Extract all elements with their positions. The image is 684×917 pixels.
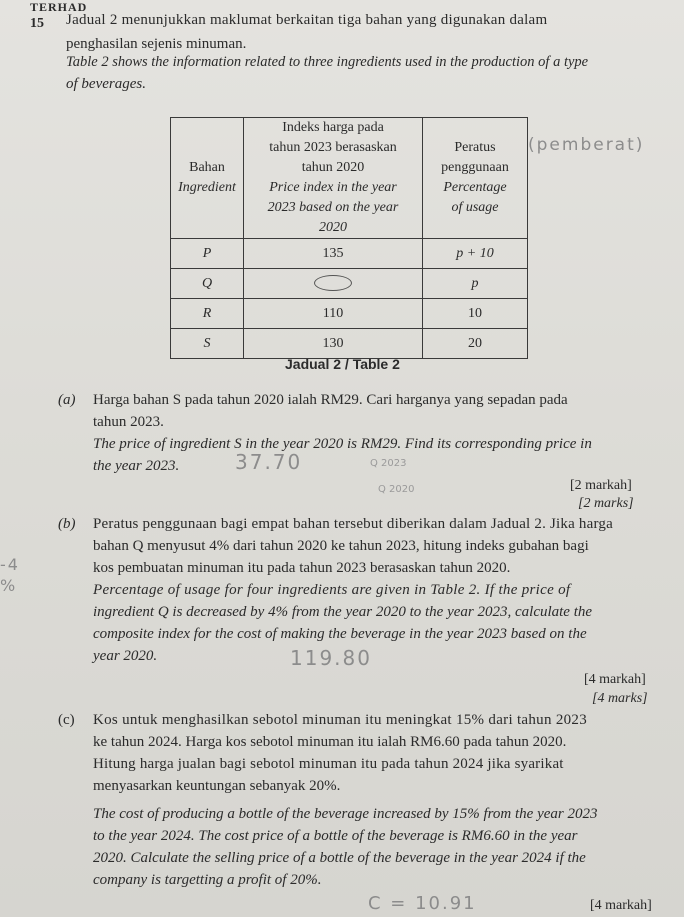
table-row <box>171 299 528 329</box>
restricted-header: TERHAD <box>30 0 88 14</box>
header-index-ms-3: tahun 2020 <box>301 160 365 175</box>
part-b-marks-malay: [4 markah] <box>584 672 646 687</box>
table-header-row <box>171 118 528 239</box>
part-c-malay-line-1: Kos untuk menghasilkan sebotol minuman itu meningkat 15% dari tahun 2023 <box>93 712 588 728</box>
cell-index: 130 <box>244 329 423 359</box>
part-b-handwritten-answer: 119.80 <box>290 646 372 670</box>
table-row <box>171 239 528 269</box>
part-b-malay-line-3: kos pembuatan minuman itu pada tahun 2023 berasaskan tahun 2020. <box>93 560 511 576</box>
part-a-malay-line-2: tahun 2023. <box>93 414 164 430</box>
table-row <box>171 269 528 299</box>
header-ingredient <box>171 118 244 239</box>
part-b-malay-line-2: bahan Q menyusut 4% dari tahun 2020 ke tahun 2023, hitung indeks gubahan bagi <box>93 538 589 554</box>
intro-english-line-1: Table 2 shows the information related to three ingredients used in the production of a type <box>66 54 589 70</box>
part-a-label: (a) <box>58 392 76 408</box>
part-a-handwritten-q2020: Q 2020 <box>378 484 415 495</box>
part-a-handwritten-answer: 37.70 <box>235 450 303 474</box>
part-c-marks-malay: [4 markah] <box>590 898 652 913</box>
part-a-malay-line-1: Harga bahan S pada tahun 2020 ialah RM29. Cari harganya yang sepadan pada <box>93 392 568 408</box>
table-caption: Jadual 2 / Table 2 <box>285 356 400 372</box>
margin-note-percent: % <box>0 576 18 595</box>
cell-ingredient: R <box>171 299 244 329</box>
part-c-malay-line-2: ke tahun 2024. Harga kos sebotol minuman itu ialah RM6.60 pada tahun 2020. <box>93 734 567 750</box>
part-c-english-line-3: 2020. Calculate the selling price of a bottle of the beverage in the year 2024 if the <box>93 850 586 866</box>
cell-ingredient: S <box>171 329 244 359</box>
part-c-malay-line-3: Hitung harga jualan bagi sebotol minuman itu pada tahun 2024 jika syarikat <box>93 756 564 772</box>
intro-english-line-2: of beverages. <box>66 76 146 92</box>
part-c-english-line-1: The cost of producing a bottle of the beverage increased by 15% from the year 2023 <box>93 806 598 822</box>
part-c-english-line-4: company is targetting a profit of 20%. <box>93 872 322 888</box>
cell-usage: p <box>423 269 528 299</box>
header-index-ms-1: Indeks harga pada <box>282 120 384 135</box>
header-usage-en-2: of usage <box>451 200 499 215</box>
intro-malay-line-2: penghasilan sejenis minuman. <box>66 36 247 52</box>
part-b-english-line-2: ingredient Q is decreased by 4% from the year 2020 to the year 2023, calculate the <box>93 604 593 620</box>
cell-index: 110 <box>244 299 423 329</box>
cell-index: 135 <box>244 239 423 269</box>
header-index-ms-2: tahun 2023 berasaskan <box>269 140 397 155</box>
header-ingredient-en: Ingredient <box>178 180 236 195</box>
cell-usage: 20 <box>423 329 528 359</box>
header-usage <box>423 118 528 239</box>
part-b-label: (b) <box>58 516 76 532</box>
part-c-english-line-2: to the year 2024. The cost price of a bottle of the beverage is RM6.60 in the year <box>93 828 578 844</box>
part-b-malay-line-1: Peratus penggunaan bagi empat bahan tersebut diberikan dalam Jadual 2. Jika harga <box>93 516 613 532</box>
cell-usage: 10 <box>423 299 528 329</box>
intro-malay-line-1: Jadual 2 menunjukkan maklumat berkaitan tiga bahan yang digunakan dalam <box>66 12 548 28</box>
header-usage-ms-2: penggunaan <box>441 160 509 175</box>
ingredient-table <box>170 117 528 359</box>
header-index-en-1: Price index in the year <box>269 180 397 195</box>
part-a-english-line-2: the year 2023. <box>93 458 180 474</box>
part-a-marks-malay: [2 markah] <box>570 478 632 493</box>
part-b-english-line-3: composite index for the cost of making the beverage in the year 2023 based on the <box>93 626 587 642</box>
cell-usage: p + 10 <box>423 239 528 269</box>
part-a-english-line-1: The price of ingredient S in the year 2020 is RM29. Find its corresponding price in <box>93 436 592 452</box>
part-a-marks-english: [2 marks] <box>578 496 634 511</box>
header-index-en-2: 2023 based on the year <box>267 200 399 215</box>
part-b-english-line-4: year 2020. <box>93 648 158 664</box>
header-usage-ms-1: Peratus <box>454 140 496 155</box>
cell-ingredient: P <box>171 239 244 269</box>
cell-index-blank <box>244 269 423 299</box>
question-number: 15 <box>30 16 44 31</box>
header-usage-en-1: Percentage <box>443 180 507 195</box>
part-c-handwritten-answer: C = 10.91 <box>368 893 477 914</box>
part-c-label: (c) <box>58 712 75 728</box>
margin-note-minus-four: -4 <box>0 555 20 574</box>
cell-ingredient: Q <box>171 269 244 299</box>
part-b-english-line-1: Percentage of usage for four ingredients are given in Table 2. If the price of <box>93 582 571 598</box>
header-bahan: Bahan <box>189 160 225 175</box>
handwritten-side-note: (pemberat) <box>528 135 645 155</box>
part-c-malay-line-4: menyasarkan keuntungan sebanyak 20%. <box>93 778 341 794</box>
header-price-index <box>244 118 423 239</box>
part-b-marks-english: [4 marks] <box>592 691 648 706</box>
part-a-handwritten-q2023: Q 2023 <box>370 458 407 469</box>
table-row <box>171 329 528 359</box>
header-index-en-3: 2020 <box>319 220 347 235</box>
blank-oval-icon <box>314 275 352 291</box>
